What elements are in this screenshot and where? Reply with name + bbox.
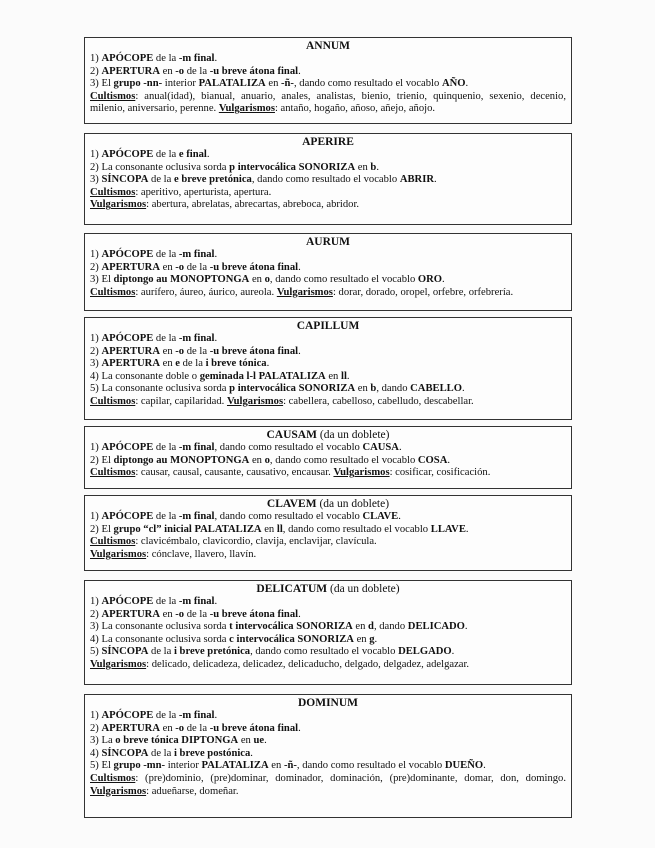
- text-run: 1): [90, 249, 102, 260]
- entry-derivatives: [90, 773, 566, 798]
- bold-text: Vulgarismos: [333, 467, 390, 479]
- entry-line: [90, 748, 566, 761]
- text-run: en: [352, 621, 369, 633]
- entry-line: [90, 78, 566, 91]
- entry-line: [90, 333, 566, 346]
- bold-text: DUEÑO: [444, 760, 484, 772]
- text-run: 5) El: [90, 760, 114, 772]
- text-run: .: [298, 261, 301, 273]
- text-run: 4) La consonante oclusiva sorda: [90, 633, 230, 645]
- bold-text: -o: [175, 345, 185, 357]
- text-run: : abertura, abrelatas, abrecartas, abreboca, abridor.: [146, 199, 360, 211]
- text-run: de la: [153, 442, 179, 453]
- text-run: .: [206, 149, 210, 160]
- bold-text: e: [175, 358, 180, 370]
- bold-text: PALATALIZA: [201, 760, 269, 772]
- text-run: .: [266, 358, 270, 370]
- text-run: 2): [90, 345, 102, 357]
- text-run: 3) El: [90, 274, 114, 286]
- entry-derivatives: [90, 287, 566, 300]
- entry-title: CLAVEM (da un doblete): [266, 498, 390, 510]
- bold-text: -u breve átona final: [209, 345, 299, 357]
- entry-title: DOMINUM: [297, 697, 359, 709]
- entry-cultismos: [90, 536, 566, 549]
- text-run: , dando: [376, 383, 411, 395]
- bold-text: APERTURA: [101, 608, 160, 620]
- bold-text: SÍNCOPA: [101, 174, 149, 186]
- text-run: .: [398, 442, 402, 453]
- bold-text: Cultismos: [90, 772, 136, 784]
- entry-title: DELICATUM (da un doblete): [256, 583, 400, 595]
- text-run: en: [325, 370, 341, 382]
- entry-line: [90, 760, 566, 773]
- entry-line: [90, 383, 566, 396]
- bold-text: SÍNCOPA: [101, 747, 149, 759]
- bold-text: b: [370, 161, 377, 173]
- text-run: 5) La consonante oclusiva sorda: [90, 383, 230, 395]
- text-run: 4) La consonante doble o: [90, 370, 200, 382]
- text-run: en: [249, 274, 265, 286]
- text-run: 2): [90, 65, 102, 77]
- entry-vulgarismos: [90, 659, 566, 672]
- bold-text: ue: [253, 735, 265, 747]
- bold-text: o: [264, 274, 270, 286]
- text-run: de la: [153, 249, 179, 260]
- text-run: .: [376, 161, 379, 173]
- entry-line: [90, 621, 566, 634]
- text-run: en: [159, 722, 176, 734]
- entry-title: CAUSAM (da un doblete): [266, 429, 390, 441]
- text-run: , dando como resultado el vocablo: [250, 646, 399, 658]
- text-run: 3) La: [90, 735, 116, 747]
- text-run: 2): [90, 722, 102, 734]
- entry-vulgarismos: [90, 199, 566, 212]
- text-run: .: [250, 747, 253, 759]
- entry-derivatives: [90, 91, 566, 116]
- text-run: en: [249, 454, 265, 466]
- entry-annum: [84, 37, 572, 124]
- text-run: , dando como resultado el vocablo: [251, 174, 400, 186]
- bold-text: APÓCOPE: [101, 333, 154, 344]
- text-run: .: [433, 174, 437, 186]
- text-run: .: [398, 511, 401, 522]
- entry-title: CAPILLUM: [296, 320, 360, 332]
- bold-text: LLAVE: [430, 523, 466, 535]
- entry-causam: [84, 426, 572, 489]
- text-run: : capilar, capilaridad.: [135, 395, 227, 407]
- entry-line: [90, 371, 566, 384]
- text-run: 2) El: [90, 523, 114, 535]
- text-run: 2): [90, 261, 102, 273]
- text-run: .: [451, 646, 455, 658]
- bold-text: APÓCOPE: [101, 596, 154, 607]
- text-run: .: [298, 65, 301, 77]
- text-run: 1): [90, 442, 102, 453]
- bold-text: ABRIR: [399, 174, 434, 186]
- text-run: de la: [148, 174, 174, 186]
- entry-title: ANNUM: [305, 40, 351, 52]
- bold-text: ll: [341, 370, 347, 382]
- bold-text: DELICADO: [407, 621, 465, 633]
- text-run: de la: [153, 53, 179, 64]
- bold-text: -ñ-: [283, 760, 297, 772]
- bold-text: t intervocálica SONORIZA: [229, 621, 353, 633]
- text-run: , dando como resultado el vocablo: [269, 454, 418, 466]
- text-run: de la: [184, 345, 210, 357]
- text-run: .: [298, 722, 301, 734]
- text-run: 4): [90, 747, 102, 759]
- entry-line: [90, 524, 566, 537]
- bold-text: -m final: [178, 333, 215, 344]
- entry-clavem: [84, 495, 572, 571]
- text-run: 3): [90, 358, 102, 370]
- entry-line: [90, 174, 566, 187]
- bold-text: CABELLO: [410, 383, 462, 395]
- text-run: : aperitivo, aperturista, apertura.: [135, 186, 272, 198]
- text-run: 2) El: [90, 454, 114, 466]
- text-run: 1): [90, 333, 102, 344]
- entry-line: [90, 723, 566, 736]
- text-run: : cosificar, cosificación.: [389, 467, 491, 479]
- text-run: de la: [153, 511, 179, 522]
- text-run: : aurífero, áureo, áurico, aureola.: [135, 286, 277, 298]
- text-run: de la: [184, 608, 210, 620]
- bold-text: APÓCOPE: [101, 53, 154, 64]
- text-run: .: [214, 596, 218, 607]
- bold-text: Vulgarismos: [218, 103, 275, 115]
- bold-text: APERTURA: [101, 345, 160, 357]
- bold-text: Cultismos: [90, 90, 136, 102]
- text-run: , dando como resultado el vocablo: [293, 78, 442, 90]
- bold-text: g: [369, 633, 375, 645]
- bold-text: grupo “cl” inicial PALATALIZA: [113, 523, 262, 535]
- bold-text: -m final: [178, 710, 215, 721]
- text-run: .: [464, 621, 468, 633]
- text-run: en: [159, 358, 176, 370]
- bold-text: p intervocálica SONORIZA: [229, 383, 356, 395]
- bold-text: APERTURA: [101, 261, 160, 273]
- entry-line: [90, 511, 566, 524]
- text-run: de la: [184, 65, 210, 77]
- text-run: .: [214, 53, 218, 64]
- bold-text: geminada l-l PALATALIZA: [199, 370, 326, 382]
- text-run: en: [355, 383, 371, 395]
- text-run: de la: [179, 358, 206, 370]
- bold-text: CAUSA: [362, 442, 399, 453]
- entry-line: [90, 442, 566, 455]
- bold-text: CLAVE: [362, 511, 399, 522]
- bold-text: APERTURA: [101, 722, 160, 734]
- text-run: : anual(idad), bianual, anuario, anales, analistas, bienio, trienio, quinquenio, sexenio, decenio, milenio, aniversario, perenne.: [90, 90, 566, 115]
- text-run: de la: [184, 722, 210, 734]
- text-run: , dando como resultado el vocablo: [282, 523, 431, 535]
- text-run: : (pre)dominio, (pre)dominar, dominador, dominación, (pre)dominante, domar, don, domingo.: [135, 772, 566, 784]
- bold-text: APÓCOPE: [101, 249, 154, 260]
- entry-line: [90, 274, 566, 287]
- bold-text: Vulgarismos: [276, 286, 333, 298]
- bold-text: grupo -nn-: [113, 78, 163, 90]
- bold-text: Vulgarismos: [226, 395, 284, 407]
- text-run: en: [353, 633, 370, 645]
- bold-text: -m final: [178, 596, 215, 607]
- text-run: .: [465, 78, 469, 90]
- text-run: en: [268, 760, 284, 772]
- bold-text: o breve tónica DIPTONGA: [115, 735, 239, 747]
- bold-text: Vulgarismos: [90, 658, 147, 670]
- bold-text: -u breve átona final: [209, 261, 299, 273]
- bold-text: Cultismos: [90, 467, 136, 479]
- text-run: : cónclave, llavero, llavín.: [146, 548, 257, 560]
- text-run: , dando como resultado el vocablo: [296, 760, 445, 772]
- entry-line: [90, 358, 566, 371]
- text-run: , dando: [373, 621, 408, 633]
- entry-derivatives: [90, 467, 566, 480]
- bold-text: i breve tónica: [205, 358, 267, 370]
- text-run: .: [461, 383, 465, 395]
- bold-text: APÓCOPE: [101, 710, 154, 721]
- entry-line: [90, 455, 566, 468]
- entry-line: [90, 162, 566, 175]
- bold-text: ORO: [417, 274, 443, 286]
- text-run: : dorar, dorado, oropel, orfebre, orfebrería.: [332, 286, 514, 298]
- text-run: interior: [162, 78, 199, 90]
- bold-text: ll: [276, 523, 283, 535]
- text-run: de la: [153, 596, 179, 607]
- text-run: de la: [184, 261, 210, 273]
- bold-text: SÍNCOPA: [101, 646, 149, 658]
- text-run: 3): [90, 174, 102, 186]
- bold-text: COSA: [417, 454, 448, 466]
- text-run: en: [238, 735, 254, 747]
- entry-delicatum: [84, 580, 572, 685]
- text-run: 1): [90, 511, 102, 522]
- text-run: .: [346, 370, 350, 382]
- bold-text: -u breve átona final: [209, 722, 299, 734]
- bold-text: Vulgarismos: [90, 785, 147, 797]
- text-run: : cabellera, cabelloso, cabelludo, descabellar.: [283, 395, 474, 407]
- text-run: interior: [165, 760, 202, 772]
- text-run: 1): [90, 596, 102, 607]
- bold-text: -o: [175, 722, 185, 734]
- bold-text: Cultismos: [90, 286, 136, 298]
- text-run: .: [214, 333, 218, 344]
- bold-text: -o: [175, 65, 185, 77]
- text-run: de la: [148, 646, 174, 658]
- bold-text: -m final: [178, 442, 215, 453]
- bold-text: diptongo au MONOPTONGA: [113, 454, 250, 466]
- bold-text: i breve postónica: [173, 747, 251, 759]
- entry-aurum: [84, 233, 572, 311]
- text-run: en: [265, 78, 282, 90]
- bold-text: c intervocálica SONORIZA: [229, 633, 354, 645]
- bold-text: b: [370, 383, 377, 395]
- text-run: 1): [90, 149, 102, 160]
- bold-text: -m final: [178, 511, 215, 522]
- bold-text: Cultismos: [90, 186, 136, 198]
- text-run: .: [214, 249, 218, 260]
- text-run: .: [298, 345, 301, 357]
- bold-text: APERTURA: [101, 65, 160, 77]
- entry-capillum: [84, 317, 572, 420]
- entry-line: [90, 596, 566, 609]
- text-run: en: [355, 161, 371, 173]
- entry-aperire: [84, 133, 572, 225]
- bold-text: Vulgarismos: [90, 548, 147, 560]
- bold-text: diptongo au MONOPTONGA: [113, 274, 250, 286]
- entry-line: [90, 646, 566, 659]
- bold-text: d: [368, 621, 374, 633]
- entry-line: [90, 149, 566, 162]
- entry-line: [90, 53, 566, 66]
- entry-line: [90, 609, 566, 622]
- text-run: .: [483, 760, 486, 772]
- entry-line: [90, 735, 566, 748]
- text-run: de la: [153, 149, 179, 160]
- text-run: de la: [153, 333, 179, 344]
- text-run: en: [159, 345, 176, 357]
- text-run: : adueñarse, domeñar.: [146, 785, 239, 797]
- text-run: .: [264, 735, 267, 747]
- bold-text: DELGADO: [398, 646, 452, 658]
- bold-text: -m final: [178, 249, 215, 260]
- bold-text: PALATALIZA: [198, 78, 266, 90]
- text-run: en: [159, 608, 176, 620]
- text-run: de la: [153, 710, 179, 721]
- entry-vulgarismos: [90, 549, 566, 562]
- bold-text: AÑO: [441, 78, 466, 90]
- bold-text: p intervocálica SONORIZA: [229, 161, 356, 173]
- text-run: 2): [90, 608, 102, 620]
- bold-text: Cultismos: [90, 395, 136, 407]
- entry-line: [90, 262, 566, 275]
- text-run: : antaño, hogaño, añoso, añejo, añojo.: [274, 103, 436, 115]
- text-run: 3) La consonante oclusiva sorda: [90, 621, 230, 633]
- entry-line: [90, 634, 566, 647]
- text-run: .: [447, 454, 450, 466]
- bold-text: APÓCOPE: [101, 442, 154, 453]
- text-run: en: [159, 65, 176, 77]
- text-run: , dando como resultado el vocablo: [214, 442, 363, 453]
- bold-text: -u breve átona final: [209, 608, 299, 620]
- bold-text: o: [264, 454, 270, 466]
- text-run: : delicado, delicadeza, delicadez, delicaducho, delgado, delgadez, adelgazar.: [146, 658, 470, 670]
- entry-derivatives: [90, 396, 566, 409]
- bold-text: e breve pretónica: [173, 174, 252, 186]
- entry-line: [90, 710, 566, 723]
- bold-text: -o: [175, 261, 185, 273]
- bold-text: i breve pretónica: [173, 646, 251, 658]
- text-run: de la: [148, 747, 174, 759]
- text-run: : causar, causal, causante, causativo, encausar.: [135, 467, 334, 479]
- entry-line: [90, 249, 566, 262]
- text-run: , dando como resultado el vocablo: [214, 511, 363, 522]
- text-run: .: [214, 710, 218, 721]
- bold-text: grupo -mn-: [113, 760, 166, 772]
- bold-text: Cultismos: [90, 536, 136, 548]
- text-run: .: [442, 274, 445, 286]
- text-run: .: [374, 633, 378, 645]
- bold-text: e final: [178, 149, 207, 160]
- entry-line: [90, 66, 566, 79]
- text-run: , dando como resultado el vocablo: [269, 274, 418, 286]
- bold-text: -ñ-: [281, 78, 294, 90]
- text-run: en: [159, 261, 176, 273]
- entry-dominum: [84, 694, 572, 818]
- entry-title: APERIRE: [302, 136, 354, 148]
- entry-cultismos: [90, 187, 566, 200]
- text-run: 1): [90, 53, 102, 64]
- entry-line: [90, 346, 566, 359]
- bold-text: Vulgarismos: [90, 199, 147, 211]
- bold-text: -u breve átona final: [209, 65, 299, 77]
- bold-text: APERTURA: [101, 358, 160, 370]
- bold-text: -m final: [178, 53, 215, 64]
- bold-text: APÓCOPE: [101, 511, 154, 522]
- bold-text: APÓCOPE: [101, 149, 154, 160]
- text-run: en: [261, 523, 277, 535]
- text-run: : clavicémbalo, clavicordio, clavija, enclavijar, clavícula.: [135, 536, 377, 548]
- text-run: 2) La consonante oclusiva sorda: [90, 161, 230, 173]
- bold-text: -o: [175, 608, 185, 620]
- text-run: 3) El: [90, 78, 114, 90]
- text-run: .: [298, 608, 301, 620]
- text-run: 5): [90, 646, 102, 658]
- text-run: 1): [90, 710, 102, 721]
- text-run: .: [465, 523, 469, 535]
- entry-title: AURUM: [305, 236, 351, 248]
